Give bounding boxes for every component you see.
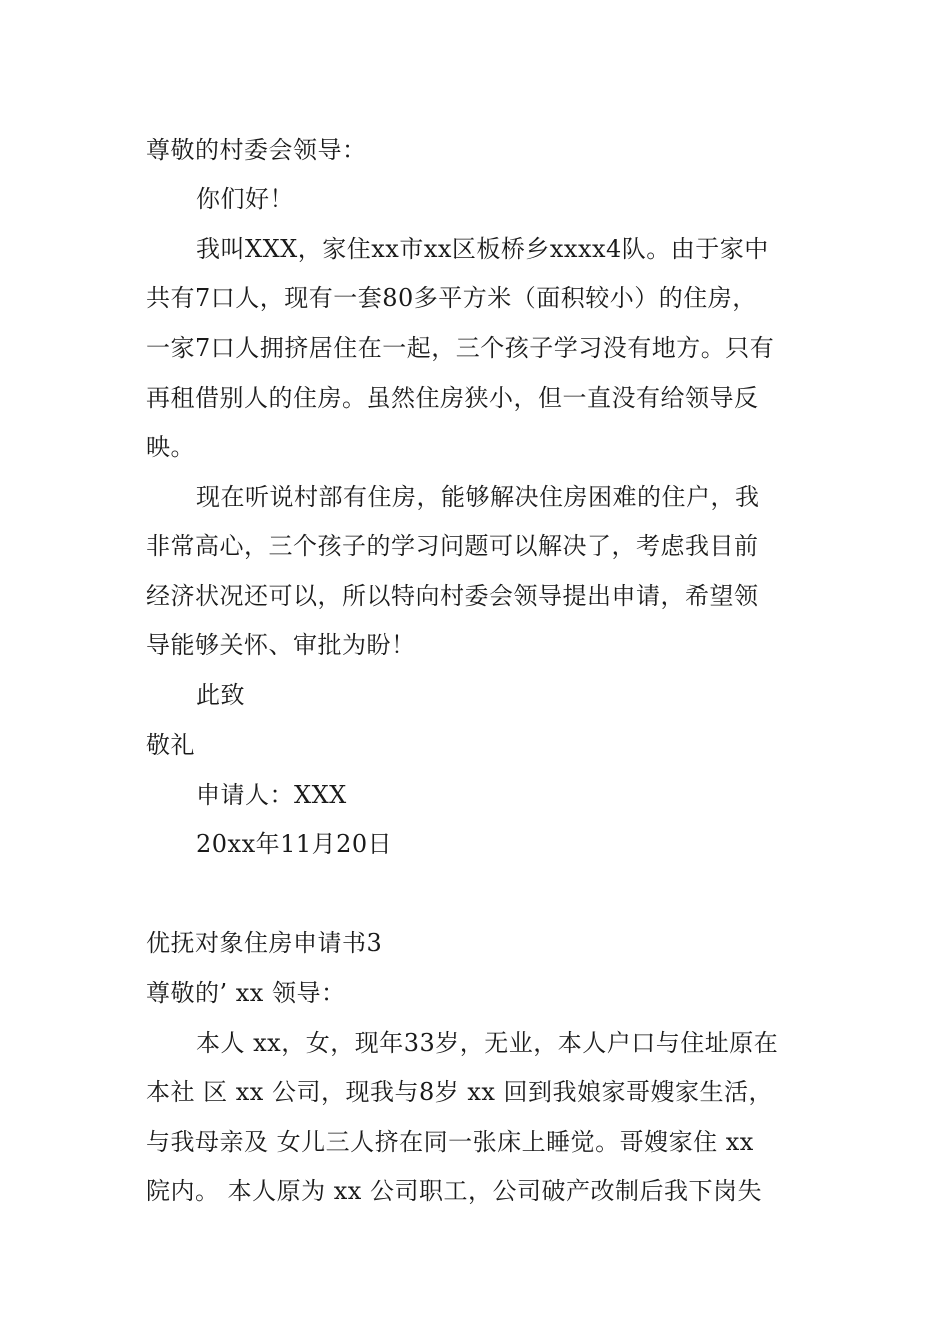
salutation-2: 尊敬的’ xx 领导： [146,979,346,1007]
paragraph-line: 本人 xx，女，现年33岁，无业，本人户口与住址原在 [196,1029,779,1057]
paragraph-line: 我叫XXX，家住xx市xx区板桥乡xxxx4队。由于家中 [196,235,769,263]
salutation: 尊敬的村委会领导： [146,136,367,164]
greeting: 你们好！ [196,185,294,213]
applicant-signature: 申请人：XXX [196,781,347,809]
paragraph-line: 映。 [146,433,195,461]
paragraph-line: 现在听说村部有住房，能够解决住房困难的住户，我 [196,483,760,511]
paragraph-line: 与我母亲及 女儿三人挤在同一张床上睡觉。哥嫂家住 xx [146,1128,754,1156]
paragraph-line: 导能够关怀、审批为盼！ [146,631,416,659]
paragraph-line: 本社 区 xx 公司，现我与8岁 xx 回到我娘家哥嫂家生活， [146,1078,774,1106]
closing-ci-zhi: 此致 [196,681,245,709]
paragraph-line: 共有7口人，现有一套80多平方米（面积较小）的住房， [146,284,757,312]
closing-jing-li: 敬礼 [146,731,195,759]
letter-date: 20xx年11月20日 [196,830,393,858]
paragraph-line: 一家7口人拥挤居住在一起，三个孩子学习没有地方。只有 [146,334,775,362]
paragraph-line: 经济状况还可以，所以特向村委会领导提出申请，希望领 [146,582,759,610]
paragraph-line: 非常高心，三个孩子的学习问题可以解决了，考虑我目前 [146,532,759,560]
paragraph-line: 再租借别人的住房。虽然住房狭小，但一直没有给领导反 [146,384,759,412]
section-title: 优抚对象住房申请书3 [146,929,383,957]
paragraph-line: 院内。 本人原为 xx 公司职工，公司破产改制后我下岗失 [146,1177,762,1205]
